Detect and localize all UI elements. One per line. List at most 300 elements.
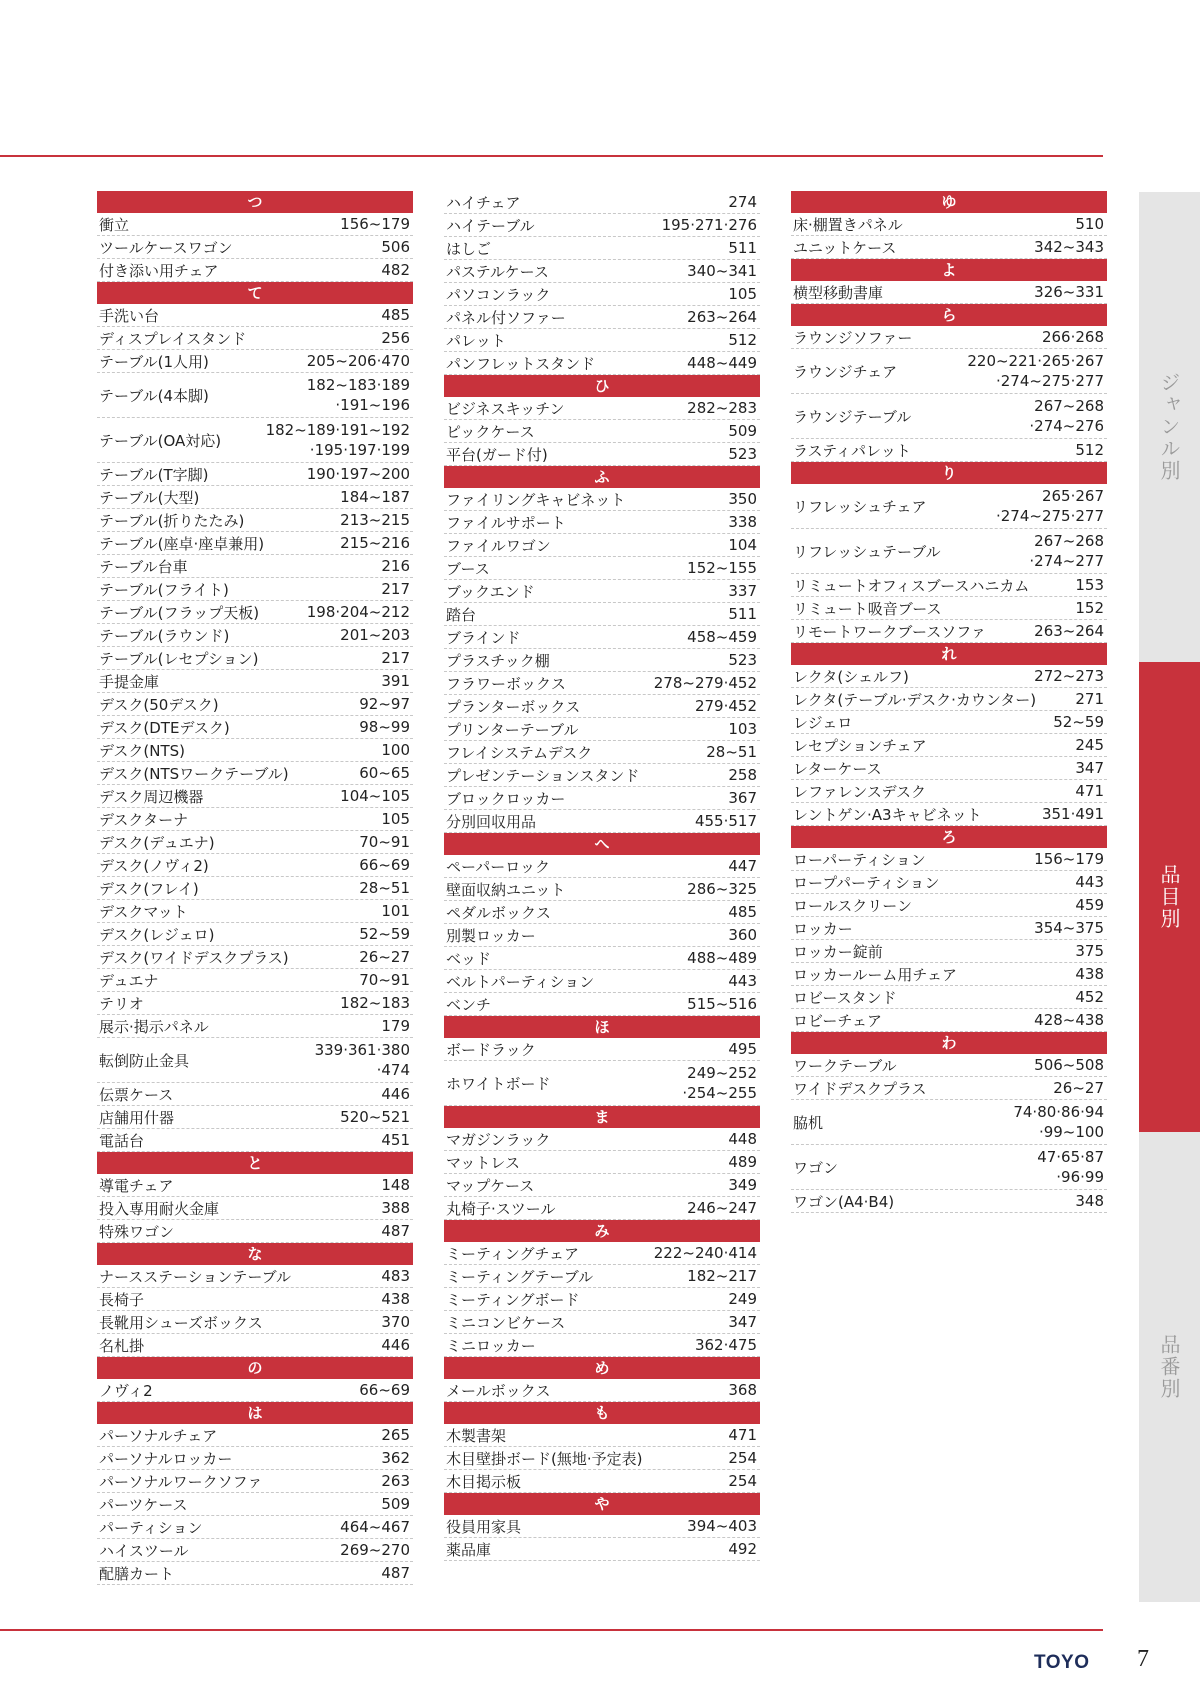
entry-pages bbox=[381, 1471, 410, 1491]
index-entry[interactable] bbox=[791, 1145, 1107, 1190]
index-entry[interactable] bbox=[791, 940, 1107, 963]
index-entry[interactable] bbox=[97, 670, 413, 693]
entry-name: 投入専用耐火金庫 bbox=[99, 1199, 220, 1218]
index-entry[interactable] bbox=[97, 327, 413, 350]
entry-pages-line: 326~331 bbox=[1034, 283, 1104, 301]
entry-name: ロビーチェア bbox=[793, 1011, 882, 1030]
entry-pages bbox=[1075, 758, 1104, 778]
index-entry[interactable] bbox=[791, 665, 1107, 688]
entry-name: ロッカー錠前 bbox=[793, 942, 883, 961]
index-entry[interactable] bbox=[97, 739, 413, 762]
entry-pages-line: 182~183 bbox=[340, 994, 410, 1012]
entry-name: デスク(レジェロ) bbox=[99, 925, 215, 944]
index-entry[interactable] bbox=[97, 808, 413, 831]
entry-pages-line: ·274~277 bbox=[1029, 552, 1104, 570]
entry-pages bbox=[687, 307, 757, 327]
entry-pages bbox=[1075, 964, 1104, 984]
index-entry[interactable] bbox=[444, 534, 760, 557]
index-entry[interactable] bbox=[791, 1009, 1107, 1032]
entry-name: レファレンスデスク bbox=[793, 782, 926, 801]
index-entry[interactable] bbox=[97, 900, 413, 923]
index-entry[interactable] bbox=[97, 463, 413, 486]
entry-pages-line: 198·204~212 bbox=[306, 603, 410, 621]
entry-name: ロビースタンド bbox=[793, 988, 897, 1007]
entry-name: ミニコンビケース bbox=[446, 1313, 566, 1332]
index-entry[interactable] bbox=[444, 764, 760, 787]
entry-pages-line: 512 bbox=[1075, 441, 1104, 459]
entry-pages bbox=[687, 879, 757, 899]
entry-pages bbox=[728, 971, 757, 991]
index-entry[interactable] bbox=[97, 1129, 413, 1152]
entry-pages bbox=[381, 740, 410, 760]
index-entry[interactable] bbox=[444, 329, 760, 352]
index-entry[interactable] bbox=[97, 624, 413, 647]
entry-pages bbox=[1075, 214, 1104, 234]
index-entry[interactable] bbox=[791, 349, 1107, 394]
index-entry[interactable] bbox=[97, 1539, 413, 1562]
entry-pages-line: 523 bbox=[728, 651, 757, 669]
entry-pages bbox=[1075, 987, 1104, 1007]
entry-pages bbox=[340, 1107, 410, 1127]
index-entry[interactable] bbox=[791, 484, 1107, 529]
index-entry[interactable] bbox=[791, 780, 1107, 803]
entry-pages-line: 190·197~200 bbox=[306, 465, 410, 483]
index-entry[interactable] bbox=[444, 1311, 760, 1334]
entry-pages bbox=[1013, 1102, 1104, 1142]
index-entry[interactable] bbox=[97, 555, 413, 578]
entry-name: パーティション bbox=[99, 1518, 203, 1537]
index-entry[interactable] bbox=[444, 924, 760, 947]
entry-name: 木目壁掛ボード(無地·予定表) bbox=[446, 1449, 643, 1468]
entry-pages bbox=[381, 1266, 410, 1286]
entry-pages bbox=[1042, 804, 1104, 824]
section-header: や bbox=[444, 1493, 760, 1515]
index-entry[interactable] bbox=[97, 1493, 413, 1516]
index-entry[interactable] bbox=[791, 1054, 1107, 1077]
index-entry[interactable] bbox=[791, 597, 1107, 620]
entry-name: デスク周辺機器 bbox=[99, 787, 204, 806]
entry-name: ファイルワゴン bbox=[446, 536, 551, 555]
entry-name: テーブル(4本脚) bbox=[99, 386, 209, 405]
entry-pages bbox=[359, 924, 410, 944]
index-entry[interactable] bbox=[97, 1311, 413, 1334]
index-entry[interactable] bbox=[97, 1220, 413, 1243]
index-entry[interactable] bbox=[97, 1334, 413, 1357]
entry-pages bbox=[687, 1266, 757, 1286]
index-entry[interactable] bbox=[444, 741, 760, 764]
index-entry[interactable] bbox=[791, 326, 1107, 349]
index-entry[interactable] bbox=[444, 283, 760, 306]
entry-pages bbox=[381, 1335, 410, 1355]
index-entry[interactable] bbox=[97, 1288, 413, 1311]
entry-pages-line: 368 bbox=[728, 1381, 757, 1399]
index-entry[interactable] bbox=[444, 1538, 760, 1561]
entry-pages-line: 278~279·452 bbox=[653, 674, 757, 692]
entry-pages-line: 105 bbox=[381, 810, 410, 828]
entry-name: ハイテーブル bbox=[446, 216, 535, 235]
index-entry[interactable] bbox=[97, 785, 413, 808]
entry-pages-line: 523 bbox=[728, 445, 757, 463]
index-entry[interactable] bbox=[444, 1128, 760, 1151]
entry-pages-line: 520~521 bbox=[340, 1108, 410, 1126]
index-entry[interactable] bbox=[444, 878, 760, 901]
entry-pages bbox=[359, 832, 410, 852]
index-entry[interactable] bbox=[791, 803, 1107, 826]
entry-name: プリンターテーブル bbox=[446, 720, 579, 739]
entry-pages bbox=[307, 602, 410, 622]
index-entry[interactable] bbox=[791, 871, 1107, 894]
index-entry[interactable] bbox=[97, 486, 413, 509]
entry-pages-line: 26~27 bbox=[1053, 1079, 1104, 1097]
entry-pages bbox=[315, 1040, 410, 1080]
entry-pages bbox=[728, 788, 757, 808]
entry-name: ディスプレイスタンド bbox=[99, 329, 247, 348]
index-entry[interactable] bbox=[97, 877, 413, 900]
entry-pages-line: ·99~100 bbox=[1038, 1123, 1104, 1141]
index-entry[interactable] bbox=[791, 986, 1107, 1009]
entry-pages-line: ·474 bbox=[376, 1061, 410, 1079]
index-entry[interactable] bbox=[444, 443, 760, 466]
index-entry[interactable] bbox=[97, 259, 413, 282]
section-header: め bbox=[444, 1357, 760, 1379]
entry-pages bbox=[381, 556, 410, 576]
index-entry[interactable] bbox=[444, 1242, 760, 1265]
entry-pages bbox=[340, 786, 410, 806]
entry-pages-line: 340~341 bbox=[687, 262, 757, 280]
index-entry[interactable] bbox=[444, 488, 760, 511]
section-header: り bbox=[791, 462, 1107, 484]
entry-pages-line: 448 bbox=[728, 1130, 757, 1148]
index-entry[interactable] bbox=[444, 306, 760, 329]
entry-pages bbox=[1075, 440, 1104, 460]
index-entry[interactable] bbox=[444, 1379, 760, 1402]
index-entry[interactable] bbox=[444, 1424, 760, 1447]
index-entry[interactable] bbox=[791, 1100, 1107, 1145]
index-entry[interactable] bbox=[791, 439, 1107, 462]
top-rule bbox=[0, 155, 1103, 157]
entry-pages bbox=[682, 1063, 757, 1103]
tab-number[interactable] bbox=[1139, 1132, 1200, 1602]
entry-pages-line: 28~51 bbox=[706, 743, 757, 761]
entry-pages bbox=[728, 421, 757, 441]
entry-name: デスク(50デスク) bbox=[99, 695, 219, 714]
entry-pages-line: 184~187 bbox=[340, 488, 410, 506]
index-entry[interactable] bbox=[444, 1515, 760, 1538]
index-entry[interactable] bbox=[444, 1174, 760, 1197]
entry-name: ラスティパレット bbox=[793, 441, 911, 460]
index-entry[interactable] bbox=[97, 350, 413, 373]
index-entry[interactable] bbox=[97, 418, 413, 463]
index-entry[interactable] bbox=[791, 574, 1107, 597]
entry-pages-line: 66~69 bbox=[359, 856, 410, 874]
entry-name: リミュートオフィスブースハニカム bbox=[793, 576, 1030, 595]
index-entry[interactable] bbox=[444, 1288, 760, 1311]
entry-pages-line: 342~343 bbox=[1034, 238, 1104, 256]
index-entry[interactable] bbox=[97, 1174, 413, 1197]
entry-pages bbox=[340, 487, 410, 507]
index-entry[interactable] bbox=[97, 946, 413, 969]
index-entry[interactable] bbox=[97, 1038, 413, 1083]
entry-pages bbox=[687, 398, 757, 418]
index-entry[interactable] bbox=[444, 1447, 760, 1470]
index-entry[interactable] bbox=[97, 236, 413, 259]
index-entry[interactable] bbox=[444, 718, 760, 741]
index-entry[interactable] bbox=[97, 1379, 413, 1402]
index-entry[interactable] bbox=[444, 1151, 760, 1174]
index-entry[interactable] bbox=[97, 647, 413, 670]
entry-pages-line: 492 bbox=[728, 1540, 757, 1558]
entry-pages bbox=[381, 1016, 410, 1036]
section-header: の bbox=[97, 1357, 413, 1379]
entry-pages bbox=[381, 260, 410, 280]
index-entry[interactable] bbox=[791, 688, 1107, 711]
entry-pages bbox=[1075, 735, 1104, 755]
index-entry[interactable] bbox=[97, 831, 413, 854]
index-entry[interactable] bbox=[791, 620, 1107, 643]
index-entry[interactable] bbox=[791, 963, 1107, 986]
page-number: 7 bbox=[1137, 1646, 1149, 1672]
entry-pages-line: 482 bbox=[381, 261, 410, 279]
index-entry[interactable] bbox=[444, 580, 760, 603]
entry-pages-line: 447 bbox=[728, 857, 757, 875]
entry-name: ホワイトボード bbox=[446, 1074, 551, 1093]
index-entry[interactable] bbox=[791, 917, 1107, 940]
index-entry[interactable] bbox=[97, 1562, 413, 1585]
index-entry[interactable] bbox=[444, 695, 760, 718]
index-entry[interactable] bbox=[97, 1516, 413, 1539]
index-entry[interactable] bbox=[97, 532, 413, 555]
index-entry[interactable] bbox=[444, 947, 760, 970]
entry-name: ハイチェア bbox=[446, 193, 521, 212]
index-entry[interactable] bbox=[97, 762, 413, 785]
index-entry[interactable] bbox=[444, 603, 760, 626]
index-entry[interactable] bbox=[444, 901, 760, 924]
index-entry[interactable] bbox=[444, 626, 760, 649]
tab-item[interactable] bbox=[1139, 662, 1200, 1132]
entry-pages-line: 148 bbox=[381, 1176, 410, 1194]
entry-pages-line: ·195·197·199 bbox=[309, 441, 410, 459]
entry-name: パーソナルチェア bbox=[99, 1426, 218, 1445]
index-entry[interactable] bbox=[97, 969, 413, 992]
index-entry[interactable] bbox=[444, 649, 760, 672]
index-entry[interactable] bbox=[97, 1106, 413, 1129]
entry-pages-line: 152~155 bbox=[687, 559, 757, 577]
entry-pages-line: ·274~276 bbox=[1029, 417, 1104, 435]
index-entry[interactable] bbox=[444, 787, 760, 810]
entry-pages bbox=[1034, 1010, 1104, 1030]
entry-pages-line: 182~217 bbox=[687, 1267, 757, 1285]
entry-pages-line: 179 bbox=[381, 1017, 410, 1035]
entry-pages-line: ·274~275·277 bbox=[996, 507, 1104, 525]
index-entry[interactable] bbox=[97, 1470, 413, 1493]
index-entry[interactable] bbox=[97, 213, 413, 236]
entry-name: テーブル(レセプション) bbox=[99, 649, 259, 668]
entry-name: リフレッシュテーブル bbox=[793, 542, 941, 561]
index-entry[interactable] bbox=[97, 1015, 413, 1038]
index-entry[interactable] bbox=[97, 854, 413, 877]
entry-pages-line: 156~179 bbox=[1034, 850, 1104, 868]
entry-pages-line: ·191~196 bbox=[335, 396, 410, 414]
entry-name: パーツケース bbox=[99, 1495, 188, 1514]
entry-pages-line: 272~273 bbox=[1034, 667, 1104, 685]
entry-pages-line: 274 bbox=[728, 193, 757, 211]
index-entry[interactable] bbox=[791, 1077, 1107, 1100]
entry-pages-line: 263~264 bbox=[1034, 622, 1104, 640]
index-entry[interactable] bbox=[97, 1083, 413, 1106]
entry-pages-line: 348 bbox=[1075, 1192, 1104, 1210]
index-entry[interactable] bbox=[444, 557, 760, 580]
index-entry[interactable] bbox=[791, 213, 1107, 236]
index-entry[interactable] bbox=[444, 970, 760, 993]
entry-pages bbox=[340, 993, 410, 1013]
entry-pages-line: 360 bbox=[728, 926, 757, 944]
entry-name: デスク(ワイドデスクプラス) bbox=[99, 948, 289, 967]
index-entry[interactable] bbox=[97, 373, 413, 418]
entry-name: ミニロッカー bbox=[446, 1336, 536, 1355]
section-header: み bbox=[444, 1220, 760, 1242]
entry-pages bbox=[359, 878, 410, 898]
index-entry[interactable] bbox=[444, 810, 760, 833]
entry-name: 特殊ワゴン bbox=[99, 1222, 175, 1241]
entry-name: ブロックロッカー bbox=[446, 789, 566, 808]
index-entry[interactable] bbox=[444, 191, 760, 214]
entry-name: 導電チェア bbox=[99, 1176, 174, 1195]
index-entry[interactable] bbox=[444, 397, 760, 420]
index-entry[interactable] bbox=[791, 529, 1107, 574]
entry-name: 分別回収用品 bbox=[446, 812, 537, 831]
entry-pages-line: 286~325 bbox=[687, 880, 757, 898]
index-entry[interactable] bbox=[791, 848, 1107, 871]
entry-pages bbox=[1034, 918, 1104, 938]
entry-pages-line: 452 bbox=[1075, 988, 1104, 1006]
entry-name: テーブル(フラップ天板) bbox=[99, 603, 260, 622]
entry-name: テーブル(1人用) bbox=[99, 352, 209, 371]
index-entry[interactable] bbox=[791, 281, 1107, 304]
entry-name: フラワーボックス bbox=[446, 674, 566, 693]
entry-pages bbox=[381, 1198, 410, 1218]
index-entry[interactable] bbox=[791, 757, 1107, 780]
index-entry[interactable] bbox=[444, 420, 760, 443]
index-entry[interactable] bbox=[791, 236, 1107, 259]
entry-pages bbox=[340, 1540, 410, 1560]
index-entry[interactable] bbox=[444, 1197, 760, 1220]
index-entry[interactable] bbox=[97, 992, 413, 1015]
entry-name: デスクターナ bbox=[99, 810, 189, 829]
index-entry[interactable] bbox=[791, 894, 1107, 917]
entry-pages-line: 100 bbox=[381, 741, 410, 759]
index-entry[interactable] bbox=[97, 1265, 413, 1288]
entry-pages bbox=[687, 627, 757, 647]
index-entry[interactable] bbox=[444, 1061, 760, 1106]
entry-name: 手提金庫 bbox=[99, 672, 160, 691]
entry-pages bbox=[728, 1039, 757, 1059]
index-entry[interactable] bbox=[97, 1447, 413, 1470]
entry-name: テーブル台車 bbox=[99, 557, 188, 576]
entry-name: ナースステーションテーブル bbox=[99, 1267, 292, 1286]
entry-pages-line: 263 bbox=[381, 1472, 410, 1490]
entry-name: テーブル(折りたたみ) bbox=[99, 511, 245, 530]
entry-pages-line: 349 bbox=[728, 1176, 757, 1194]
index-entry[interactable] bbox=[97, 923, 413, 946]
index-entry[interactable] bbox=[444, 993, 760, 1016]
entry-pages bbox=[359, 1380, 410, 1400]
entry-pages-line: 271 bbox=[1075, 690, 1104, 708]
entry-name: メールボックス bbox=[446, 1381, 551, 1400]
entry-pages-line: 246~247 bbox=[687, 1199, 757, 1217]
entry-pages bbox=[654, 673, 757, 693]
brand-logo: TOYO bbox=[1034, 1652, 1090, 1673]
entry-pages-line: 266·268 bbox=[1041, 328, 1104, 346]
entry-name: テーブル(大型) bbox=[99, 488, 200, 507]
entry-pages bbox=[728, 1425, 757, 1445]
entry-pages bbox=[359, 694, 410, 714]
entry-pages-line: 370 bbox=[381, 1313, 410, 1331]
entry-name: プラスチック棚 bbox=[446, 651, 550, 670]
index-entry[interactable] bbox=[444, 1470, 760, 1493]
index-entry[interactable] bbox=[791, 711, 1107, 734]
index-entry[interactable] bbox=[97, 578, 413, 601]
index-entry[interactable] bbox=[444, 672, 760, 695]
index-entry[interactable] bbox=[444, 1265, 760, 1288]
entry-name: ペーパーロック bbox=[446, 857, 550, 876]
entry-name: フレイシステムデスク bbox=[446, 743, 593, 762]
index-entry[interactable] bbox=[791, 734, 1107, 757]
entry-pages-line: 483 bbox=[381, 1267, 410, 1285]
entry-name: ロープパーティション bbox=[793, 873, 940, 892]
entry-pages-line: 92~97 bbox=[359, 695, 410, 713]
entry-name: 横型移動書庫 bbox=[793, 283, 884, 302]
index-entry[interactable] bbox=[791, 1190, 1107, 1213]
index-entry[interactable] bbox=[97, 1197, 413, 1220]
index-entry[interactable] bbox=[444, 260, 760, 283]
entry-pages-line: 217 bbox=[381, 649, 410, 667]
index-entry[interactable] bbox=[791, 394, 1107, 439]
entry-name: ロールスクリーン bbox=[793, 896, 912, 915]
entry-name: ハイスツール bbox=[99, 1541, 189, 1560]
index-entry[interactable] bbox=[97, 509, 413, 532]
index-entry[interactable] bbox=[97, 601, 413, 624]
tab-genre[interactable] bbox=[1139, 192, 1200, 662]
entry-pages-line: 70~91 bbox=[359, 833, 410, 851]
index-entry[interactable] bbox=[97, 1424, 413, 1447]
index-entry[interactable] bbox=[444, 855, 760, 878]
index-entry[interactable] bbox=[444, 214, 760, 237]
index-entry[interactable] bbox=[444, 1334, 760, 1357]
entry-name: ワゴン bbox=[793, 1158, 839, 1177]
section-header: も bbox=[444, 1402, 760, 1424]
index-entry[interactable] bbox=[444, 1038, 760, 1061]
entry-pages-line: 254 bbox=[728, 1449, 757, 1467]
entry-pages-line: 195·271·276 bbox=[661, 216, 757, 234]
index-entry[interactable] bbox=[97, 716, 413, 739]
entry-pages-line: 443 bbox=[1075, 873, 1104, 891]
index-entry[interactable] bbox=[97, 304, 413, 327]
entry-pages bbox=[381, 1084, 410, 1104]
entry-name: デスク(NTS) bbox=[99, 741, 186, 760]
entry-name: 配膳カート bbox=[99, 1564, 175, 1583]
entry-pages bbox=[728, 512, 757, 532]
entry-pages-line: 511 bbox=[728, 605, 757, 623]
entry-pages bbox=[359, 763, 410, 783]
index-entry[interactable] bbox=[97, 693, 413, 716]
index-entry[interactable] bbox=[444, 237, 760, 260]
index-entry[interactable] bbox=[444, 511, 760, 534]
index-entry[interactable] bbox=[444, 352, 760, 375]
entry-pages-line: 205~206·470 bbox=[306, 352, 410, 370]
entry-name: ラウンジチェア bbox=[793, 362, 898, 381]
entry-name: パレット bbox=[446, 331, 506, 350]
entry-pages-line: 487 bbox=[381, 1564, 410, 1582]
